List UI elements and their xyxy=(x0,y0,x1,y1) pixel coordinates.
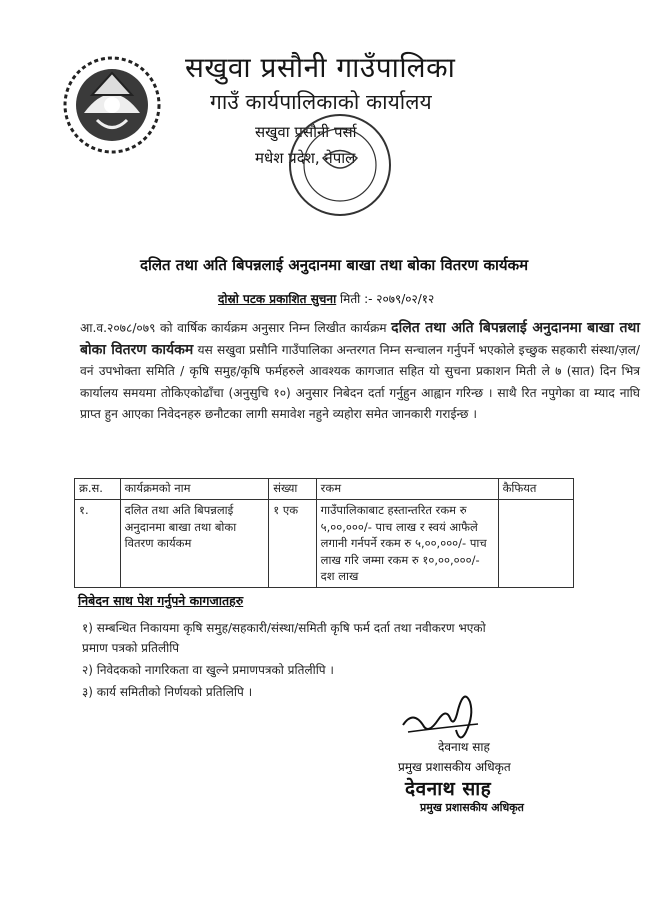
cell-amount: गाउँपालिकाबाट हस्तान्तरित रकम रु ५,००,०००/- पाच लाख र स्वयं आफैले लगानी गर्नपर्ने रकम रु ५,००,०००/- पाच लाख गरि जम्मा रकम रु १०,००,०००/- दश लाख xyxy=(316,500,498,588)
cell-sn: १. xyxy=(75,500,121,588)
cell-count: १ एक xyxy=(269,500,316,588)
document-item-1: १) सम्बन्धित निकायमा कृषि समुह/सहकारी/संस्था/समिती कृषि फर्म दर्ता तथा नवीकरण भएको प्रमाण पत्रको प्रतिलीपि xyxy=(82,621,486,655)
program-title: दलित तथा अति बिपन्नलाई अनुदानमा बाखा तथा बोका वितरण कार्यकम xyxy=(140,256,529,274)
header-sn: क्र.स. xyxy=(75,479,121,500)
body-program-name: दलित तथा अति बिपन्नलाई अनुदानमा बाखा तथा बोका वितरण कार्यकम xyxy=(80,320,640,358)
table-header-row xyxy=(75,479,574,500)
notice-line xyxy=(218,290,434,307)
body-intro: आ.व.२०७८/०७९ को वार्षिक कार्यक्रम अनुसार निम्न लिखीत कार्यक्रम xyxy=(80,321,387,335)
documents-heading: निबेदन साथ पेश गर्नुपने कागजातहरु xyxy=(78,593,244,608)
address-line-2: मधेश प्रदेश, नेपाल xyxy=(255,149,356,167)
municipality-logo xyxy=(62,55,162,155)
signatory-designation: प्रमुख प्रशासकीय अधिकृत xyxy=(398,760,511,774)
header-program-name: कार्यक्रमको नाम xyxy=(120,479,269,500)
notice-date: मिती :- २०७९/०२/१२ xyxy=(340,292,435,306)
document-item-2: २) निवेदकको नागरिकता वा खुल्ने प्रमाणपत्रको प्रतिलीपि । xyxy=(82,663,334,677)
body-paragraph xyxy=(80,318,640,426)
header-remarks: कैफियत xyxy=(498,479,573,500)
document-item-3: ३) कार्य समितीको निर्णयको प्रतिलिपि । xyxy=(82,685,253,699)
notice-label: दोस्रो पटक प्रकाशित सुचना xyxy=(218,292,337,306)
cell-program-name: दलित तथा अति बिपन्नलाई अनुदानमा बाखा तथा बोका वितरण कार्यकम xyxy=(120,500,269,588)
table-row xyxy=(75,500,574,588)
address-line-1: सखुवा प्रसौनी पर्सा xyxy=(255,123,357,141)
signatory-name: देवनाथ साह xyxy=(438,740,490,754)
name-stamp: देवनाथ साह xyxy=(405,778,492,800)
header-count: संख्या xyxy=(269,479,316,500)
cell-remarks xyxy=(498,500,573,588)
program-table xyxy=(74,478,574,588)
official-stamp xyxy=(283,108,398,223)
designation-stamp: प्रमुख प्रशासकीय अधिकृत xyxy=(420,801,524,814)
office-name: गाउँ कार्यपालिकाको कार्यालय xyxy=(210,90,432,114)
header-amount: रकम xyxy=(316,479,498,500)
body-rest: यस सखुवा प्रसौनि गाउँपालिका अन्तरगत निम्न सन्चालन गर्नुपर्ने भएकोले इच्छुक सहकारी संस्था/ज़ल/वनं उपभोक्ता समिति / कृषि समुह/कृषि फर्महरुले आवश्यक कागजात सहित यो सुचना प्रकाशन मिती ले ७ (सात) दिन भित्र कार्यालय समयमा तोकिएकोढाँचा (अनुसुचि १०) अनुसार निबेदन दर्ता गर्नुहुन आह्वान गरिन्छ । साथै रित नपुगेका वा म्याद नाघि प्राप्त हुन आएका निवेदनहरु छनौटका लागी समावेश नहुने व्यहोरा समेत जानकारी गराईन्छ । xyxy=(80,342,641,421)
org-name: सखुवा प्रसौनी गाउँपालिका xyxy=(185,51,456,84)
